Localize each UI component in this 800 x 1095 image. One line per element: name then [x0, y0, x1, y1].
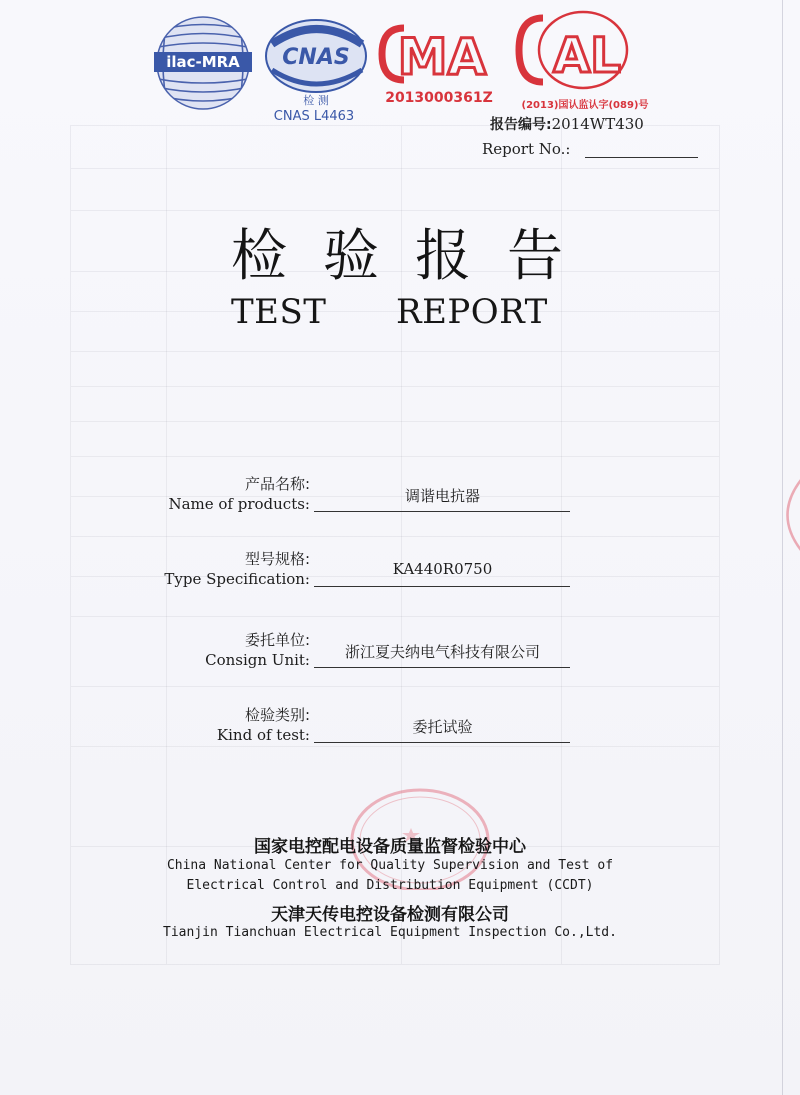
field-value: KA440R0750: [392, 560, 493, 578]
organization-name-cn: 国家电控配电设备质量监督检验中心: [254, 837, 526, 857]
svg-text:ilac-MRA: ilac-MRA: [166, 53, 240, 71]
report-number-label: 报告编号:: [490, 117, 552, 133]
company-name-cn: 天津天传电控设备检测有限公司: [271, 905, 509, 925]
cal-logo: [505, 6, 655, 116]
svg-text:MA: MA: [397, 28, 487, 86]
field-label-en: Name of products:: [168, 495, 310, 513]
field-underline: [314, 742, 570, 743]
page-title-en-report: REPORT: [396, 292, 548, 332]
svg-text:(2013)国认监认字(089)号: (2013)国认监认字(089)号: [521, 100, 649, 111]
field-kind-of-test: [0, 704, 800, 764]
field-product-name: [0, 473, 800, 533]
report-number-label-en: Report No.:: [482, 140, 571, 158]
svg-text:CNAS: CNAS: [282, 45, 350, 70]
ilac-mra-logo: [148, 12, 258, 114]
field-value: 委托试验: [412, 718, 473, 736]
field-value: 浙江夏夫纳电气科技有限公司: [344, 643, 540, 661]
organization-name-en-line2: Electrical Control and Distribution Equipment (CCDT): [186, 878, 594, 893]
company-name-en: Tianjin Tianchuan Electrical Equipment Inspection Co.,Ltd.: [163, 925, 617, 940]
page-title-en-test: TEST: [231, 292, 327, 332]
svg-text:AL: AL: [553, 28, 621, 84]
field-consign-unit: [0, 629, 800, 689]
field-type-spec: [0, 548, 800, 608]
field-label-en: Kind of test:: [216, 726, 310, 744]
report-number-underline: [585, 157, 698, 158]
cnas-logo: [258, 14, 376, 124]
field-value: 调谐电抗器: [404, 487, 480, 505]
field-underline: [314, 511, 570, 512]
field-label-en: Type Specification:: [164, 570, 310, 588]
field-underline: [314, 667, 570, 668]
report-number: [490, 114, 644, 134]
field-label-cn: 检验类别:: [244, 706, 310, 724]
field-label-en: Consign Unit:: [205, 651, 310, 669]
svg-text:检 测: 检 测: [303, 94, 329, 107]
field-underline: [314, 586, 570, 587]
field-label-cn: 委托单位:: [244, 631, 310, 649]
organization-name-en-line1: China National Center for Quality Supervision and Test of: [166, 858, 614, 873]
report-number-value: 2014WT430: [551, 115, 644, 133]
svg-text:2013000361Z: 2013000361Z: [385, 90, 493, 106]
field-label-cn: 型号规格:: [244, 550, 310, 568]
side-seal-fragment: [765, 470, 800, 560]
page-title-cn: 检验报告: [231, 224, 599, 289]
cma-logo: [374, 14, 504, 106]
field-label-cn: 产品名称:: [244, 475, 310, 493]
svg-text:CNAS L4463: CNAS L4463: [273, 109, 355, 124]
